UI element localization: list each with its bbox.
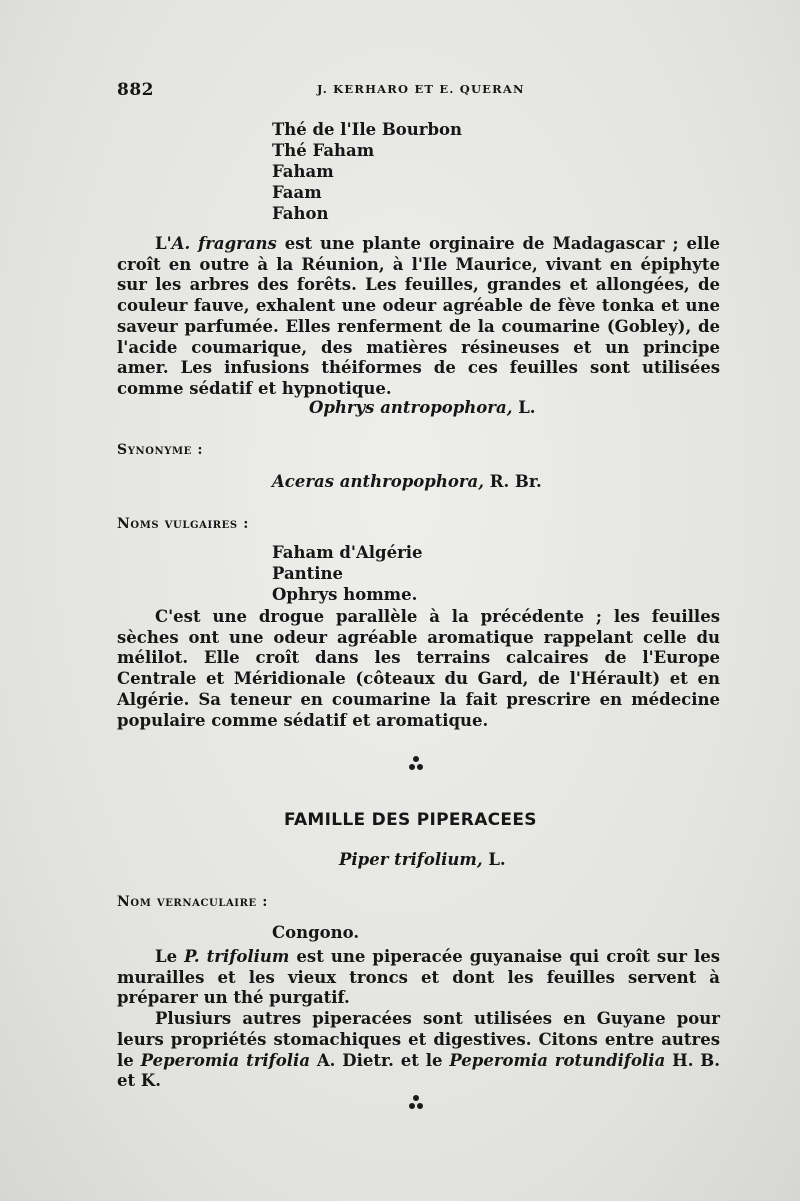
family-title: FAMILLE DES PIPERACEES bbox=[284, 810, 537, 830]
vernacular-heading: Nom vernaculaire : bbox=[117, 894, 268, 910]
ornament-icon bbox=[409, 1095, 429, 1115]
vernacular-name-item: Faham bbox=[272, 162, 334, 181]
species-name-inline: Peperomia rotundifolia bbox=[449, 1050, 666, 1070]
page-header bbox=[117, 80, 721, 100]
synonym-heading: Synonyme : bbox=[117, 442, 204, 458]
text-run: Plusiurs autres piperacées sont utilisées en Guyane pour leurs propriétés stomachiques et digestives. Citons entre autres le bbox=[117, 1009, 720, 1070]
vernacular-name-item: Fahon bbox=[272, 204, 329, 223]
species-name: Aceras anthropophora, bbox=[272, 472, 484, 491]
vulgar-name-item: Ophrys homme. bbox=[272, 585, 418, 604]
species-author: R. Br. bbox=[483, 472, 542, 491]
text-run: est une plante orginaire de Madagascar ; elle croît en outre à la Réunion, à l'Ile Maurice, vivant en épiphyte sur les arbres des forêts. Les feuilles, grandes et allongées, de couleur fauve, exhalent une odeur agréable de fève tonka et une saveur parfumée. Elles renferment de la coumarine (Gobley), de l'acide coumarique, des matières résineuses et un principe amer. Les infusions théiformes de ces feuilles sont utilisées comme sédatif et hypnotique. bbox=[117, 234, 721, 398]
vulgar-name-item: Faham d'Algérie bbox=[272, 543, 423, 562]
text-run: A. Dietr. et le bbox=[310, 1050, 450, 1070]
running-head: J. KERHARO ET E. QUERAN bbox=[317, 82, 525, 96]
body-paragraph bbox=[117, 234, 720, 400]
species-heading bbox=[339, 850, 506, 869]
vernacular-name-item: Faam bbox=[272, 183, 322, 202]
ornament-icon bbox=[409, 756, 429, 776]
text-run: L' bbox=[155, 234, 172, 253]
paragraph-text: C'est une drogue parallèle à la précédente ; les feuilles sèches ont une odeur agréable aromatique rappelant celle du mélilot. Elle croît dans les terrains calcaires de l'Europe Centrale et Méridionale (côteaux du Gard, de l'Hérault) et en Algérie. Sa teneur en coumarine la fait prescrire en médecine populaire comme sédatif et aromatique. bbox=[117, 607, 720, 730]
text-run: H. B. et K. bbox=[117, 1050, 720, 1091]
species-name: Ophrys antropophora, bbox=[309, 398, 513, 417]
synonym-name bbox=[272, 472, 542, 491]
species-author: L. bbox=[512, 398, 536, 417]
species-author: L. bbox=[482, 850, 506, 869]
vulgar-name-item: Pantine bbox=[272, 564, 344, 583]
page-number: 882 bbox=[117, 80, 154, 100]
species-name-inline: A. fragrans bbox=[171, 234, 277, 253]
body-paragraph bbox=[117, 607, 720, 731]
species-name-inline: Peperomia trifolia bbox=[140, 1050, 311, 1070]
text-run: est une piperacée guyanaise qui croît sur les murailles et les vieux troncs et dont les feuilles servent à préparer un thé purgatif. bbox=[117, 947, 721, 1008]
text-run: Le bbox=[155, 947, 185, 966]
body-paragraph bbox=[117, 947, 720, 1092]
vernacular-name-item: Thé Faham bbox=[272, 141, 375, 160]
vernacular-name-item: Thé de l'Ile Bourbon bbox=[272, 120, 463, 139]
species-name: Piper trifolium, bbox=[339, 850, 483, 869]
species-name-inline: P. trifolium bbox=[184, 947, 290, 966]
vulgar-names-heading: Noms vulgaires : bbox=[117, 516, 249, 532]
species-heading bbox=[309, 398, 536, 417]
vernacular-name: Congono. bbox=[272, 923, 360, 942]
